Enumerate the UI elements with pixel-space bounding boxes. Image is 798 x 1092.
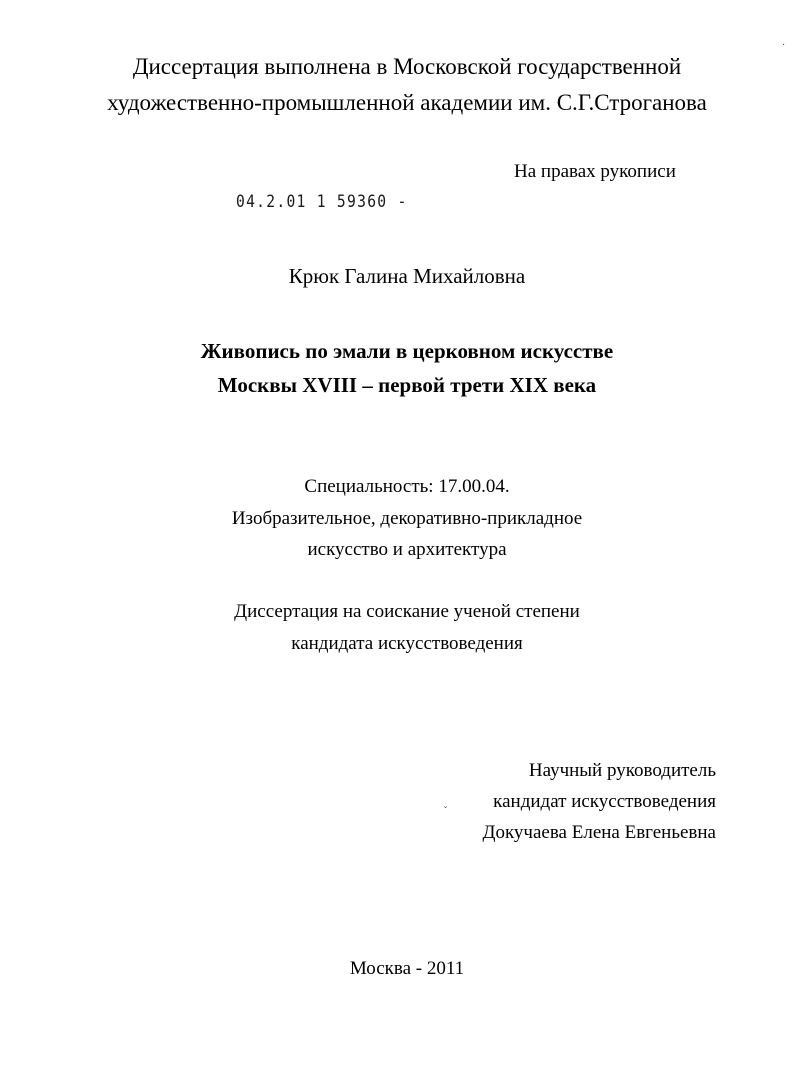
advisor-degree: кандидат искусствоведения — [493, 791, 716, 812]
dissertation-title-line-2: Москвы XVIII – первой трети XIX века — [217, 373, 597, 397]
degree-statement-line-2: кандидата искусствоведения — [291, 633, 523, 654]
advisor-role: Научный руководитель — [528, 760, 716, 781]
scan-speck-mark: ˇ — [443, 806, 448, 817]
author-name: Крюк Галина Михайловна — [288, 264, 526, 288]
dissertation-title-line-1: Живопись по эмали в церковном искусстве — [200, 339, 614, 363]
city-and-year: Москва - 2011 — [349, 958, 465, 979]
degree-statement-line-1: Диссертация на соискание ученой степени — [234, 601, 580, 622]
library-register-number: 04.2.01 1 59360 - — [236, 192, 408, 212]
specialty-name-line-1: Изобразительное, декоративно-прикладное — [231, 508, 583, 529]
rights-note: На правах рукописи — [514, 161, 676, 182]
institution-header-line-2: художественно-промышленной академии им. С.Г.Строганова — [107, 90, 707, 115]
advisor-name: Докучаева Елена Евгеньевна — [482, 822, 716, 843]
specialty-code: Специальность: 17.00.04. — [304, 476, 510, 497]
specialty-name-line-2: искусство и архитектура — [307, 539, 507, 560]
scan-speck-mark: · — [782, 40, 786, 51]
institution-header-line-1: Диссертация выполнена в Московской государственной — [132, 54, 682, 79]
